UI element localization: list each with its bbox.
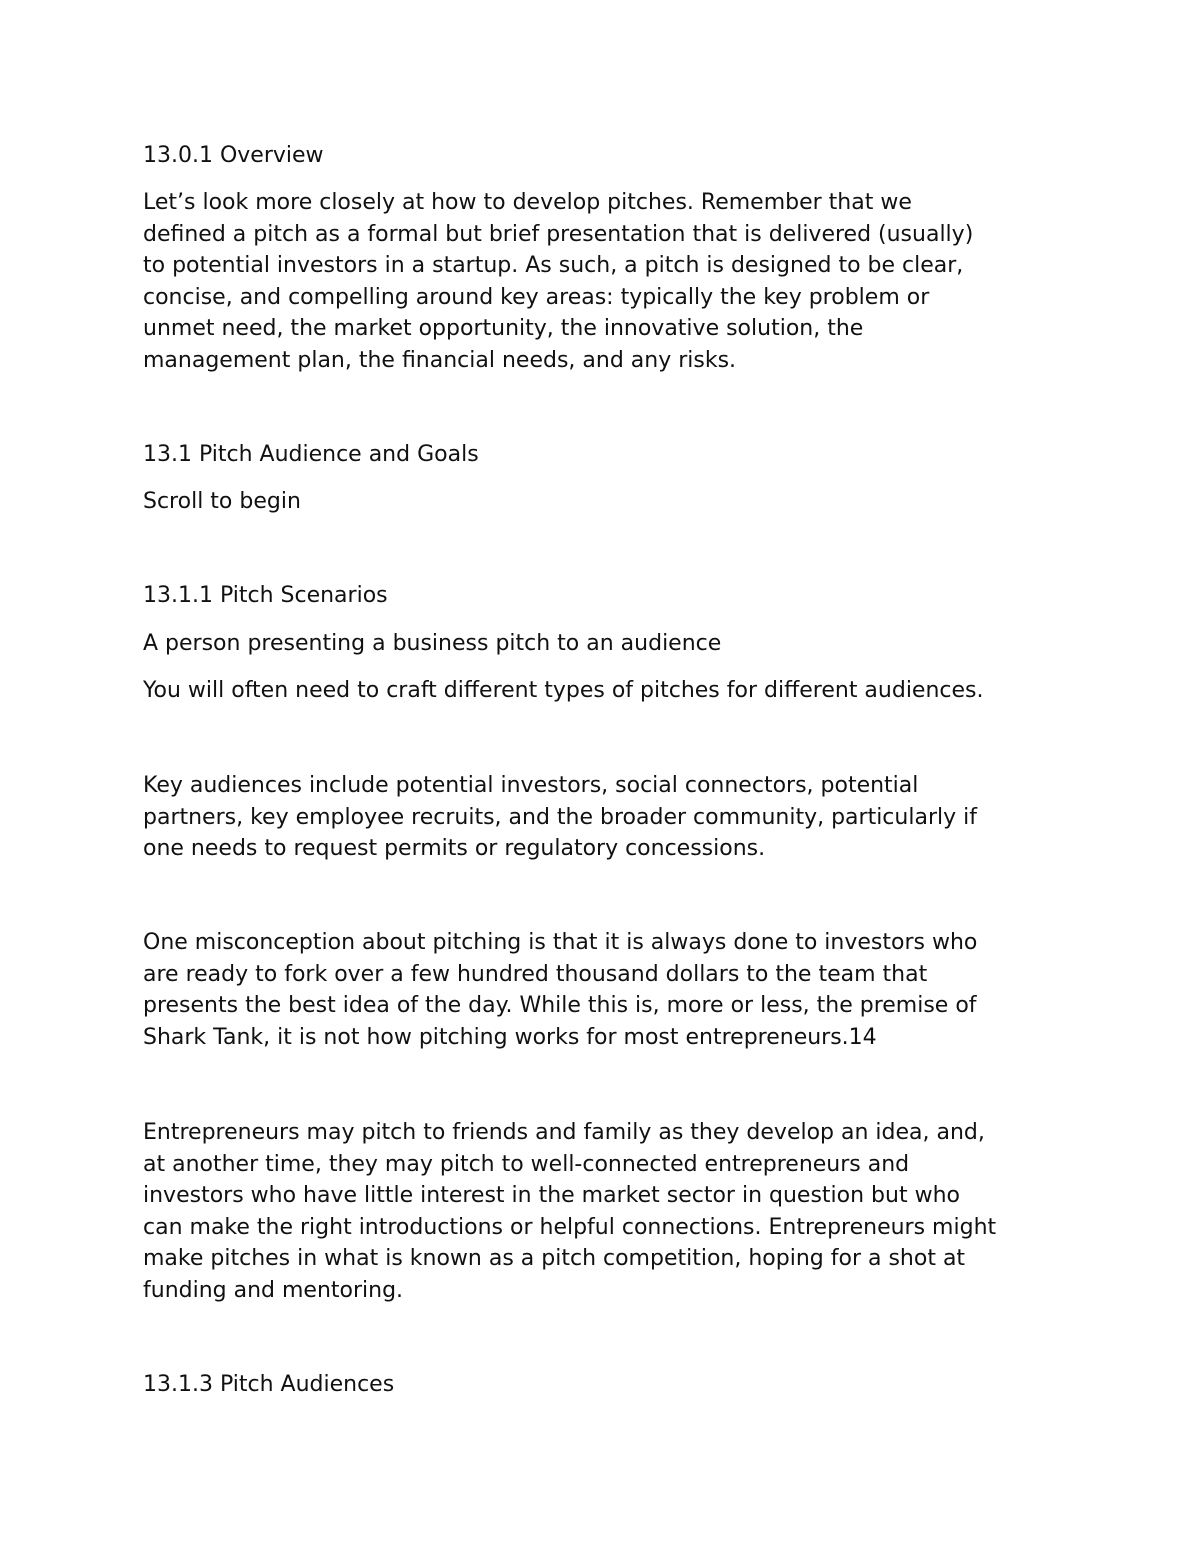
overview-paragraph: [143, 187, 1083, 376]
heading-audience-goals: 13.1 Pitch Audience and Goals: [143, 442, 479, 467]
paragraph-line: One misconception about pitching is that it is always done to investors who: [143, 930, 978, 955]
misconception-paragraph: [143, 927, 1083, 1053]
paragraph-line: one needs to request permits or regulatory concessions.: [143, 836, 766, 861]
paragraph-line: Shark Tank, it is not how pitching works for most entrepreneurs.14: [143, 1024, 877, 1050]
paragraph-line: unmet need, the market opportunity, the innovative solution, the: [143, 316, 864, 341]
different-audiences-text: You will often need to craft different types of pitches for different audiences.: [143, 678, 984, 703]
paragraph-line: defined a pitch as a formal but brief presentation that is delivered (usually): [143, 221, 974, 247]
paragraph-line: presents the best idea of the day. While this is, more or less, the premise of: [143, 993, 977, 1018]
paragraph-line: make pitches in what is known as a pitch competition, hoping for a shot at: [143, 1246, 966, 1271]
paragraph-line: management plan, the financial needs, and any risks.: [143, 347, 737, 373]
heading-pitch-scenarios: 13.1.1 Pitch Scenarios: [143, 583, 388, 608]
paragraph-line: concise, and compelling around key areas: typically the key problem or: [143, 284, 930, 310]
paragraph-line: at another time, they may pitch to well-connected entrepreneurs and: [143, 1151, 910, 1177]
key-audiences-paragraph: [143, 770, 1083, 865]
paragraph-line: funding and mentoring.: [143, 1277, 404, 1303]
paragraph-line: are ready to fork over a few hundred thousand dollars to the team that: [143, 961, 928, 987]
paragraph-line: Key audiences include potential investors, social connectors, potential: [143, 773, 919, 798]
scroll-to-begin-text: Scroll to begin: [143, 489, 301, 514]
paragraph-line: investors who have little interest in the market sector in question but who: [143, 1183, 960, 1208]
paragraph-line: can make the right introductions or helpful connections. Entrepreneurs might: [143, 1214, 997, 1240]
paragraph-line: partners, key employee recruits, and the broader community, particularly if: [143, 804, 977, 830]
paragraph-line: Entrepreneurs may pitch to friends and family as they develop an idea, and,: [143, 1120, 985, 1145]
entrepreneurs-paragraph: [143, 1117, 1083, 1306]
heading-overview: 13.0.1 Overview: [143, 143, 324, 168]
paragraph-line: Let’s look more closely at how to develop pitches. Remember that we: [143, 190, 912, 215]
heading-pitch-audiences: 13.1.3 Pitch Audiences: [143, 1372, 395, 1397]
paragraph-line: to potential investors in a startup. As such, a pitch is designed to be clear,: [143, 253, 964, 278]
image-caption: A person presenting a business pitch to an audience: [143, 631, 722, 656]
